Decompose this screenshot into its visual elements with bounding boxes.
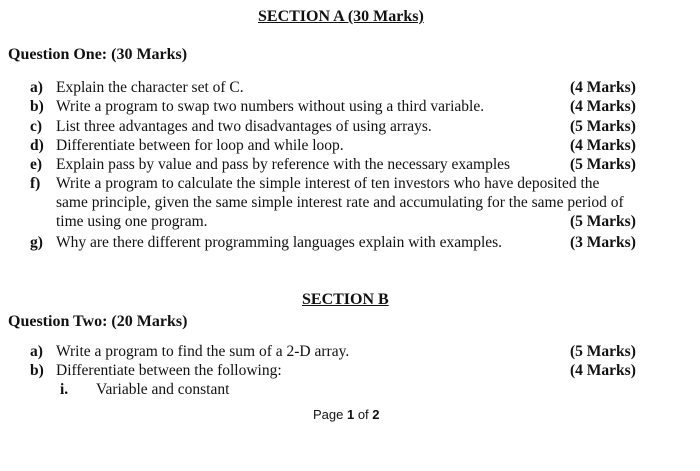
item-letter: g) <box>30 234 43 251</box>
sub-item-text: Variable and constant <box>96 381 230 398</box>
item-marks: (5 Marks) <box>570 118 636 135</box>
item-letter: d) <box>30 137 44 154</box>
item-text-line-2: same principle, given the same simple interest rate and accumulating for the same period of <box>56 194 624 211</box>
page-current: 1 <box>346 407 355 422</box>
item-marks: (3 Marks) <box>570 234 636 251</box>
question-item-c <box>30 117 690 137</box>
section-a-heading: SECTION A (30 Marks) <box>258 8 424 25</box>
item-letter: a) <box>30 343 43 360</box>
item-letter: b) <box>30 362 44 379</box>
item-text: Write a program to find the sum of a 2-D array. <box>56 343 350 360</box>
item-letter: e) <box>30 156 43 173</box>
question-item-a <box>30 342 690 362</box>
question-two-title: Question Two: (20 Marks) <box>8 313 188 330</box>
section-b-heading: SECTION B <box>302 291 389 308</box>
item-text: List three advantages and two disadvantages of using arrays. <box>56 118 432 135</box>
question-item-d <box>30 136 690 156</box>
item-text: Differentiate between the following: <box>56 362 282 379</box>
question-item-g <box>30 233 690 253</box>
item-letter: a) <box>30 79 43 96</box>
sub-item-i <box>60 380 460 400</box>
item-text: Explain pass by value and pass by reference with the necessary examples <box>56 156 511 173</box>
question-item-e <box>30 155 690 175</box>
item-marks: (4 Marks) <box>570 98 636 115</box>
question-item-b <box>30 97 690 117</box>
item-text-line-1: Write a program to calculate the simple interest of ten investors who have deposited the <box>56 175 600 192</box>
item-letter: b) <box>30 98 44 115</box>
item-text: Why are there different programming languages explain with examples. <box>56 234 503 251</box>
page-total: 2 <box>372 407 380 422</box>
item-text: Differentiate between for loop and while loop. <box>56 137 344 154</box>
item-marks: (4 Marks) <box>570 362 636 379</box>
item-marks: (5 Marks) <box>570 213 636 230</box>
item-marks: (4 Marks) <box>570 79 636 96</box>
question-item-b <box>30 361 690 381</box>
question-one-title: Question One: (30 Marks) <box>8 46 188 63</box>
item-text: Explain the character set of C. <box>56 79 244 96</box>
question-item-a <box>30 78 690 98</box>
question-item-f <box>30 174 698 234</box>
page-number <box>313 407 380 422</box>
sub-item-numeral: i. <box>60 381 69 398</box>
item-text-line-3: time using one program. <box>56 213 208 230</box>
item-letter: f) <box>30 175 41 192</box>
item-marks: (5 Marks) <box>570 343 636 360</box>
item-marks: (4 Marks) <box>570 137 636 154</box>
page-of: of <box>354 407 373 422</box>
page-prefix: Page <box>313 407 347 422</box>
item-text: Write a program to swap two numbers without using a third variable. <box>56 98 485 115</box>
item-letter: c) <box>30 118 43 135</box>
item-marks: (5 Marks) <box>570 156 636 173</box>
